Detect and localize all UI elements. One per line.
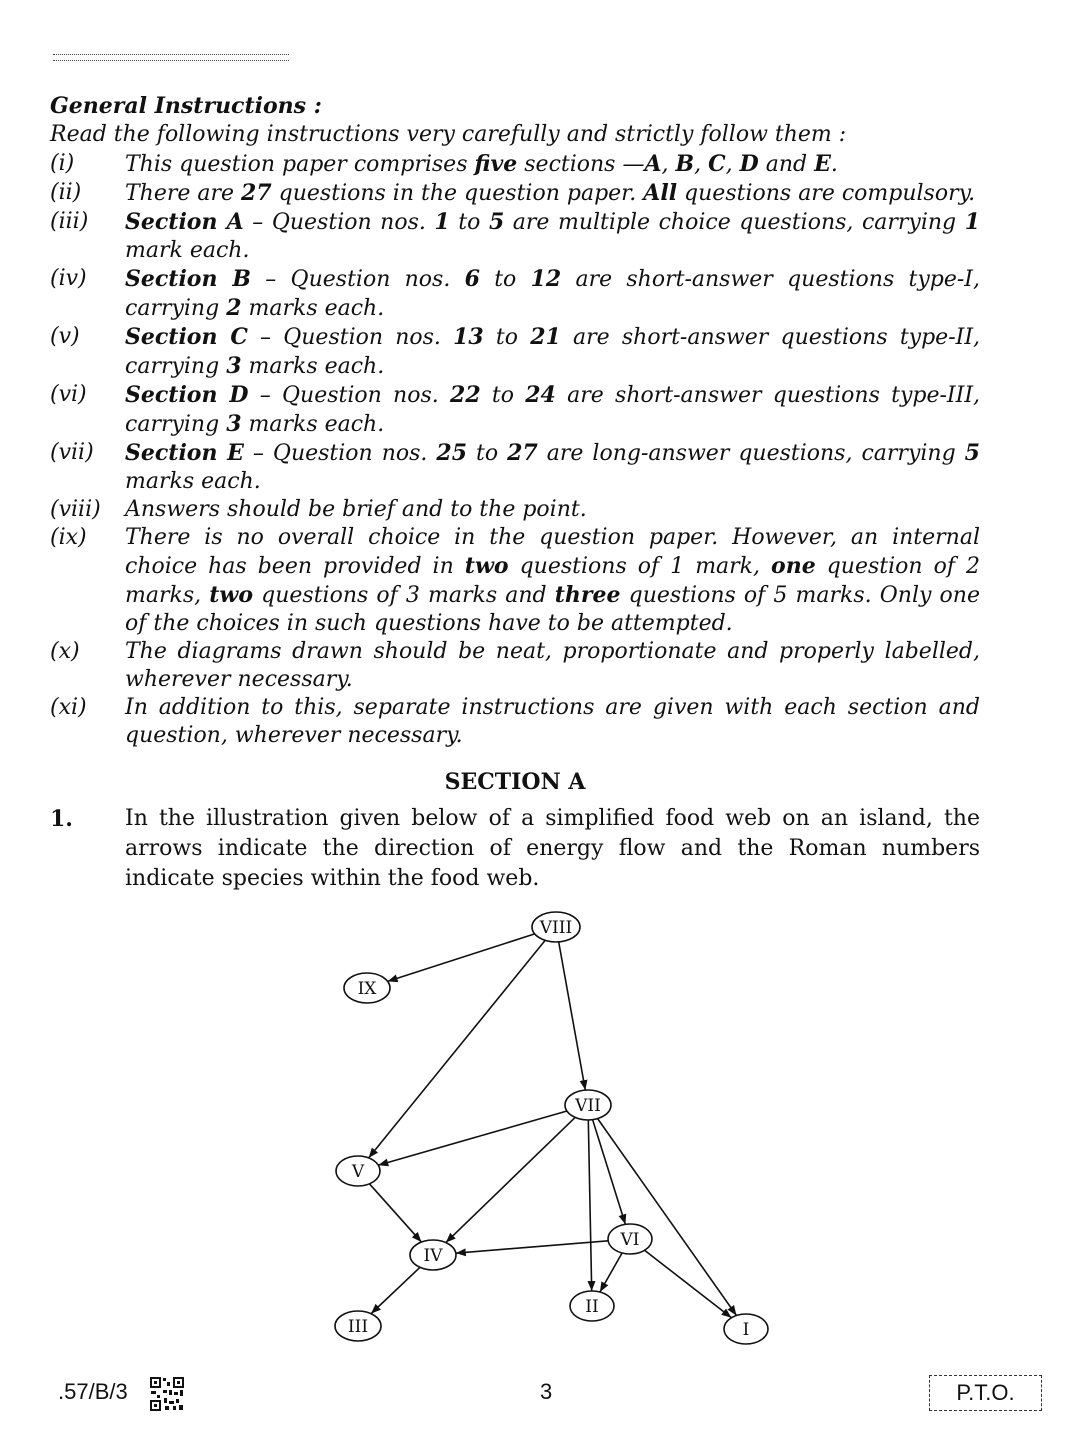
instruction-text: There are 27 questions in the question paper. All questions are compulsory. xyxy=(125,180,976,206)
food-web-node-label: II xyxy=(585,1297,599,1317)
food-web-node-VI xyxy=(608,1224,652,1254)
food-web-arrow-VIII-to-IX xyxy=(388,934,535,981)
micro-text-strip xyxy=(53,54,289,61)
instruction-text: The diagrams drawn should be neat, proportionate and properly labelled, wherever necessary. xyxy=(125,639,980,692)
food-web-arrow-VII-to-I xyxy=(598,1119,737,1316)
instruction-number: (vi) xyxy=(50,382,87,407)
food-web-node-label: IV xyxy=(423,1246,443,1266)
qr-code-icon xyxy=(149,1376,185,1412)
instruction-item xyxy=(50,496,980,524)
food-web-node-III xyxy=(335,1311,381,1341)
food-web-node-label: IX xyxy=(357,979,377,999)
food-web-node-label: III xyxy=(347,1317,369,1337)
food-web-arrow-VII-to-IV xyxy=(446,1117,575,1242)
instruction-item xyxy=(50,208,980,265)
instruction-number: (xi) xyxy=(50,695,87,720)
instruction-item xyxy=(50,694,980,750)
instruction-text: Section E – Question nos. 25 to 27 are long-answer questions, carrying 5 marks each. xyxy=(125,440,980,494)
pto-box: P.T.O. xyxy=(929,1375,1042,1411)
food-web-node-II xyxy=(570,1291,614,1321)
instruction-item xyxy=(50,381,980,439)
food-web-arrow-V-to-IV xyxy=(369,1184,421,1242)
instruction-item xyxy=(50,150,980,179)
general-instructions-intro: Read the following instructions very carefully and strictly follow them : xyxy=(50,122,847,147)
instruction-text: There is no overall choice in the question paper. However, an internal choice has been provided in two questions of 1 mark, one question of 2 marks, two questions of 3 marks and three questions of 5 marks. Only one of the choices in such questions have to be attempted. xyxy=(125,525,981,636)
food-web-node-label: VIII xyxy=(539,918,573,938)
food-web-node-label: VII xyxy=(575,1096,601,1116)
food-web-arrow-VI-to-IV xyxy=(456,1241,608,1253)
food-web-arrow-VII-to-II xyxy=(588,1120,591,1291)
instruction-item xyxy=(50,439,980,496)
instruction-item xyxy=(50,524,980,638)
question-1 xyxy=(50,804,980,894)
instruction-number: (vii) xyxy=(50,440,94,465)
paper-code: .57/B/3 xyxy=(58,1379,128,1404)
instructions-list xyxy=(50,150,980,750)
instruction-number: (x) xyxy=(50,639,80,664)
instruction-text: In addition to this, separate instructions are given with each section and question, wherever necessary. xyxy=(125,695,980,748)
food-web-arrow-IV-to-III xyxy=(371,1267,420,1313)
food-web-node-label: V xyxy=(351,1162,365,1182)
section-title: SECTION A xyxy=(444,769,586,795)
food-web-arrow-VIII-to-VII xyxy=(559,942,586,1090)
food-web-node-I xyxy=(724,1314,768,1344)
food-web-arrow-VII-to-V xyxy=(378,1111,567,1165)
instruction-number: (iv) xyxy=(50,266,87,291)
food-web-node-label: VI xyxy=(620,1230,640,1250)
question-number: 1. xyxy=(50,806,73,832)
food-web-arrow-VI-to-I xyxy=(645,1250,732,1317)
page-number: 3 xyxy=(540,1379,553,1404)
instruction-item xyxy=(50,638,980,694)
instruction-number: (viii) xyxy=(50,497,101,522)
instruction-number: (iii) xyxy=(50,209,89,234)
question-text: In the illustration given below of a simplified food web on an island, the arrows indicate the direction of energy flow and the Roman numbers indicate species within the food web. xyxy=(125,806,980,891)
instruction-text: Section C – Question nos. 13 to 21 are short-answer questions type-II, carrying 3 marks each. xyxy=(125,324,980,379)
food-web-node-VIII xyxy=(532,912,580,942)
instruction-text: Answers should be brief and to the point. xyxy=(125,497,587,522)
instruction-text: Section B – Question nos. 6 to 12 are short-answer questions type-I, carrying 2 marks each. xyxy=(125,266,980,321)
instruction-item xyxy=(50,323,980,381)
instruction-text: Section D – Question nos. 22 to 24 are short-answer questions type-III, carrying 3 marks each. xyxy=(125,382,981,437)
instruction-number: (ix) xyxy=(50,525,87,550)
food-web-node-label: I xyxy=(742,1320,750,1340)
general-instructions-title: General Instructions : xyxy=(50,93,322,119)
instruction-number: (ii) xyxy=(50,180,82,205)
instruction-text: Section A – Question nos. 1 to 5 are multiple choice questions, carrying 1 mark each. xyxy=(125,209,980,263)
food-web-node-IV xyxy=(410,1240,456,1270)
food-web-node-VII xyxy=(565,1090,611,1120)
food-web-diagram xyxy=(320,900,790,1350)
instruction-number: (i) xyxy=(50,151,75,176)
instruction-text: This question paper comprises five sections —A, B, C, D and E. xyxy=(125,151,838,177)
food-web-node-V xyxy=(336,1156,380,1186)
page-content xyxy=(50,92,980,894)
instruction-number: (v) xyxy=(50,324,80,349)
instruction-item xyxy=(50,265,980,323)
food-web-arrow-VI-to-II xyxy=(600,1253,622,1292)
food-web-node-IX xyxy=(344,973,390,1003)
instruction-item xyxy=(50,179,980,208)
